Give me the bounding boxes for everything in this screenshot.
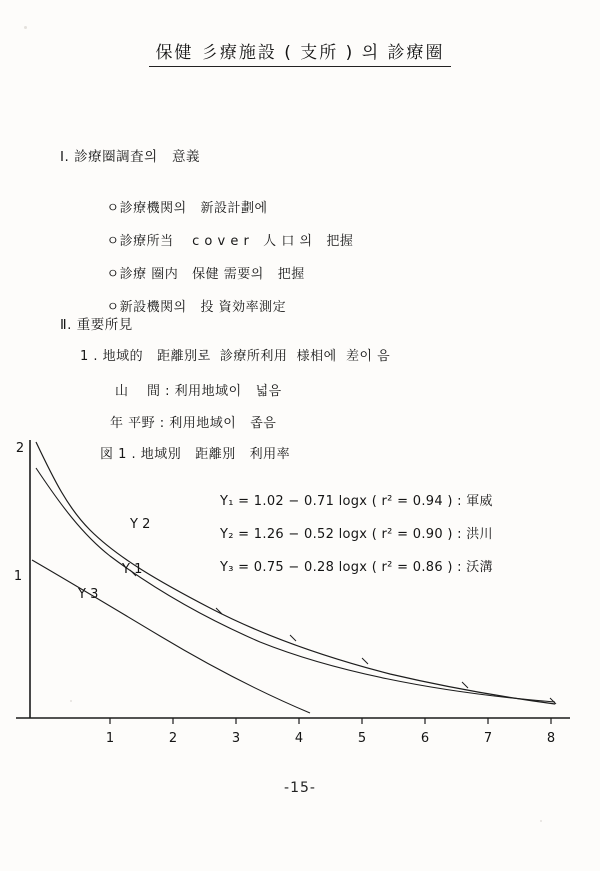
finding-item-1: 1 . 地域的 距離別로 診療所利用 様相에 差이 음 xyxy=(80,349,391,364)
x-tick-label-5: 5 xyxy=(357,731,367,746)
finding-item-3: 年 平野 : 利用地域이 좁음 xyxy=(110,416,277,431)
series-curve-y1 xyxy=(32,560,310,713)
y-tick-label-2: 2 xyxy=(15,441,25,456)
x-tick-label-2: 2 xyxy=(168,731,178,746)
series-label-y3: Y 3 xyxy=(78,587,99,602)
bullet-text-3: 診療 圈内 保健 需要의 把握 xyxy=(119,267,305,282)
paper-speck xyxy=(70,700,72,702)
page-number: -15- xyxy=(284,780,316,796)
figure-caption-text: 図 1 . 地域別 距離別 利用率 xyxy=(100,447,291,462)
section-heading-2: Ⅱ. 重要所見 xyxy=(60,317,133,333)
bullet-marker-3: ㅇ xyxy=(106,267,120,282)
x-tick-label-4: 4 xyxy=(294,731,304,746)
x-tick-label-1: 1 xyxy=(105,731,115,746)
y-tick-labels xyxy=(14,441,24,584)
page-title-text: 保健 彡療施設 ( 支所 ) 의 診療圈 xyxy=(149,43,450,67)
x-tick-label-3: 3 xyxy=(231,731,241,746)
finding-item-2: 山 間 : 利用地域이 넓음 xyxy=(115,384,282,399)
bullet-text-1: 診療機関의 新設計劃에 xyxy=(119,201,268,216)
paper-speck xyxy=(540,820,542,822)
x-tick-label-6: 6 xyxy=(420,731,430,746)
x-tick-marks xyxy=(110,718,551,724)
equation-y1: Y₁ = 1.02 − 0.71 logx ( r² = 0.94 ) : 軍威 xyxy=(220,494,493,509)
x-tick-labels xyxy=(106,731,555,746)
bullet-text-2: 診療所当 c o v e r 人 口 의 把握 xyxy=(119,234,354,249)
y-tick-label-1: 1 xyxy=(13,569,23,584)
bullet-marker-1: ㅇ xyxy=(106,201,120,216)
data-point-markers xyxy=(130,570,556,704)
series-label-y2: Y 2 xyxy=(130,517,151,532)
series-labels xyxy=(77,517,150,602)
equation-y3: Y₃ = 0.75 − 0.28 logx ( r² = 0.86 ) : 沃溝 xyxy=(220,560,493,575)
chart-svg xyxy=(10,430,590,770)
page-title xyxy=(0,38,600,63)
paper-speck xyxy=(24,26,27,29)
section-heading-1: Ⅰ. 診療圈調査의 意義 xyxy=(60,149,200,165)
bullet-text-4: 新設機関의 投 資効率測定 xyxy=(119,300,287,315)
x-tick-label-7: 7 xyxy=(483,731,493,746)
bullet-marker-4: ㅇ xyxy=(106,300,120,315)
x-tick-label-8: 8 xyxy=(546,731,556,746)
series-label-y1: Y 1 xyxy=(122,562,143,577)
figure-1-chart xyxy=(10,430,590,770)
equation-y2: Y₂ = 1.26 − 0.52 logx ( r² = 0.90 ) : 洪川 xyxy=(220,527,493,542)
bullet-marker-2: ㅇ xyxy=(106,234,120,249)
